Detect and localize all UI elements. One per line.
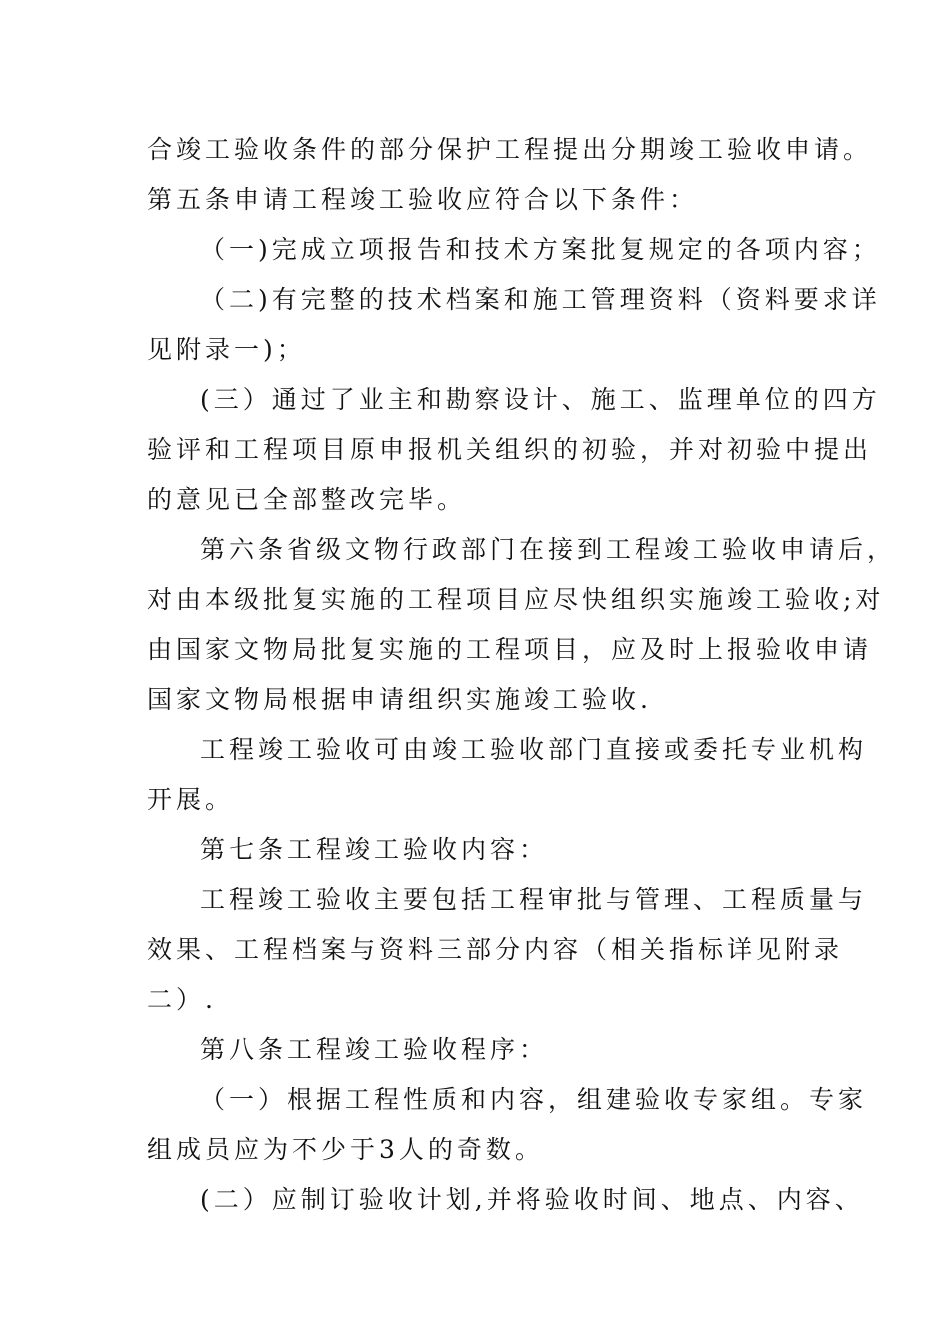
- article-heading: 第五条申请工程竣工验收应符合以下条件：: [147, 185, 699, 214]
- text-line: 开展。: [147, 785, 235, 814]
- text-line: 合竣工验收条件的部分保护工程提出分期竣工验收申请。: [147, 135, 873, 164]
- text-line: 由国家文物局批复实施的工程项目，应及时上报验收申请: [147, 635, 873, 664]
- text-line: (三）通过了业主和勘察设计、施工、监理单位的四方: [200, 385, 881, 414]
- article-heading: 第七条工程竣工验收内容：: [200, 835, 549, 864]
- text-line: 见附录一)；: [147, 335, 306, 364]
- text-line: （二)有完整的技术档案和施工管理资料（资料要求详: [200, 285, 881, 314]
- text-line: (二）应制订验收计划,并将验收时间、地点、内容、: [200, 1185, 864, 1214]
- text-line: （一)完成立项报告和技术方案批复规定的各项内容；: [200, 235, 881, 264]
- text-line: 二）.: [147, 985, 217, 1014]
- text-line: 的意见已全部整改完毕。: [147, 485, 467, 514]
- text-line: 工程竣工验收可由竣工验收部门直接或委托专业机构: [200, 735, 868, 764]
- text-line: 组成员应为不少于3人的奇数。: [147, 1135, 544, 1164]
- article-heading: 第六条省级文物行政部门在接到工程竣工验收申请后，: [200, 535, 897, 564]
- text-line: 工程竣工验收主要包括工程审批与管理、工程质量与: [200, 885, 868, 914]
- article-heading: 第八条工程竣工验收程序：: [200, 1035, 549, 1064]
- text-line: 对由本级批复实施的工程项目应尽快组织实施竣工验收;对: [147, 585, 885, 614]
- text-line: 国家文物局根据申请组织实施竣工验收.: [147, 685, 652, 714]
- text-line: 效果、工程档案与资料三部分内容（相关指标详见附录: [147, 935, 844, 964]
- text-line: （一）根据工程性质和内容，组建验收专家组。专家: [200, 1085, 868, 1114]
- text-line: 验评和工程项目原申报机关组织的初验，并对初验中提出: [147, 435, 873, 464]
